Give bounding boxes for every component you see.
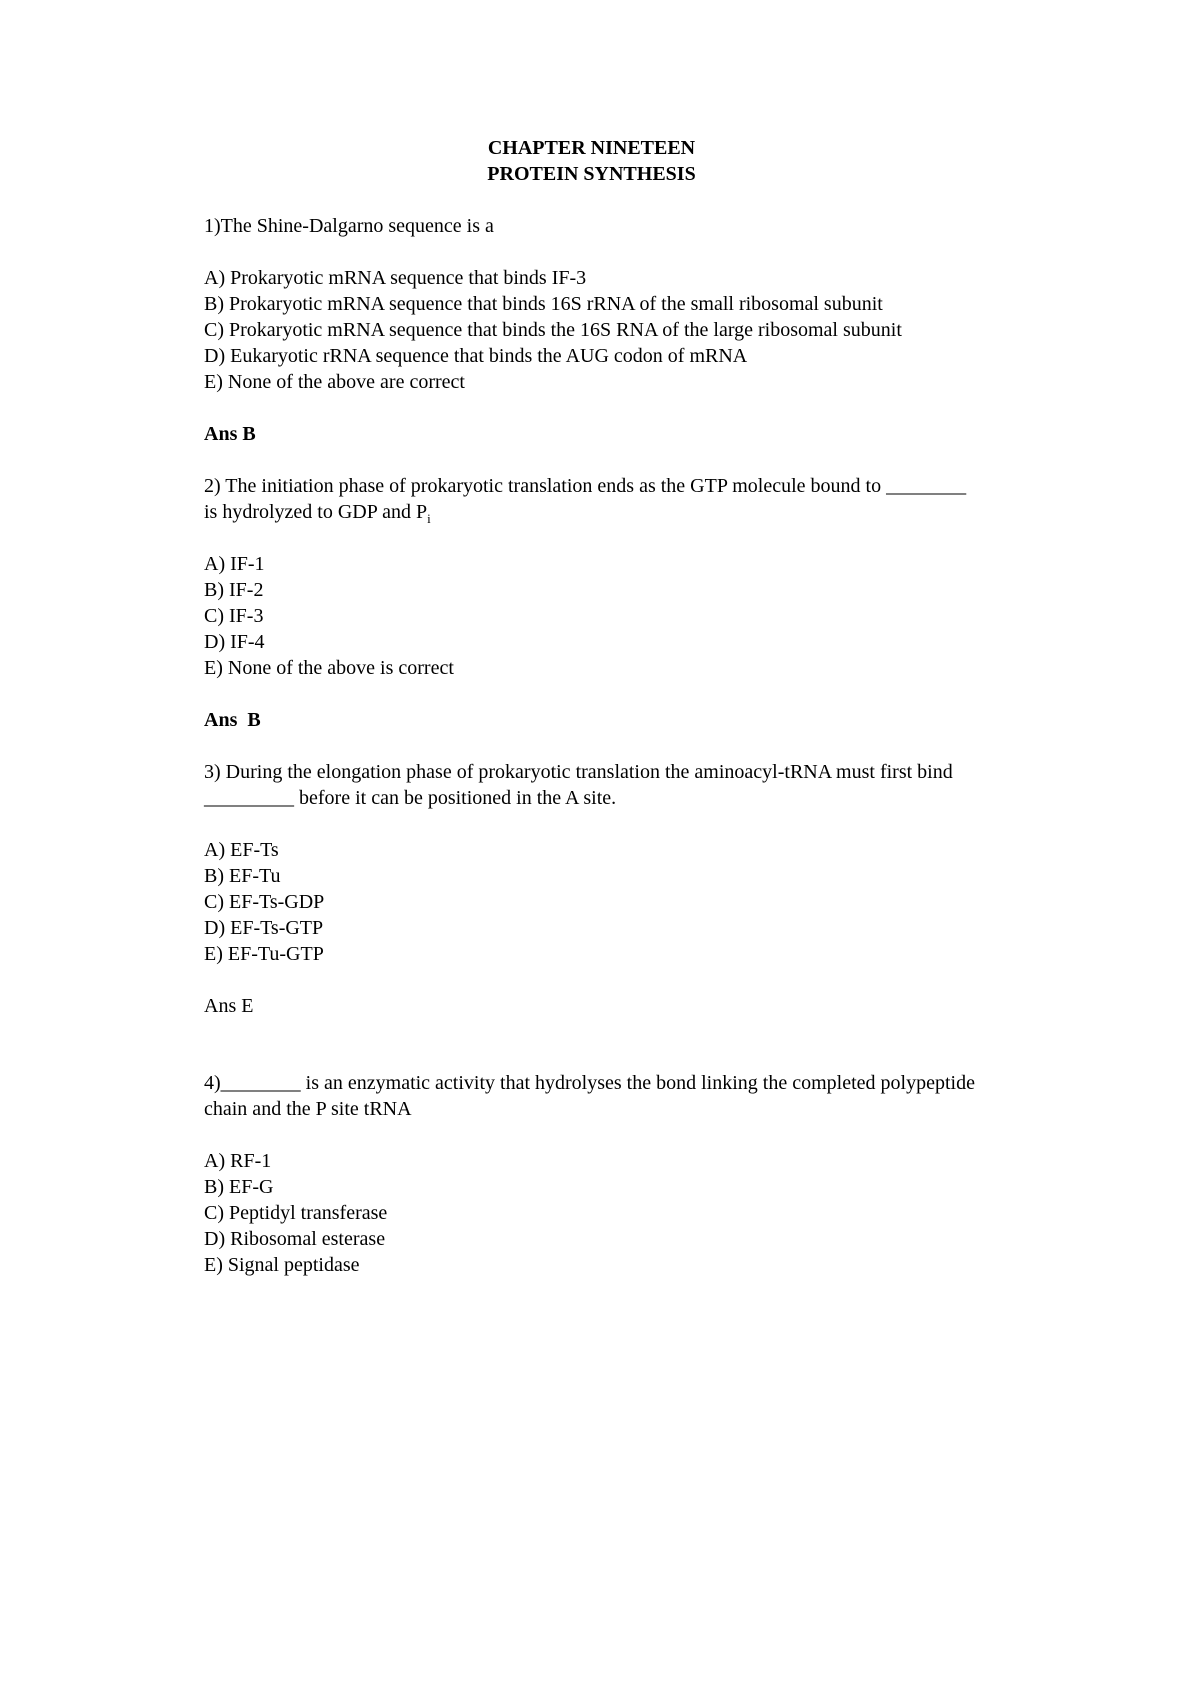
answer-option: D) Ribosomal esterase bbox=[204, 1228, 386, 1250]
question-stem: 4)________ is an enzymatic activity that hydrolyses the bond linking the completed polypeptide chain and the P site tRNA bbox=[204, 1072, 975, 1120]
answer-option: B) Prokaryotic mRNA sequence that binds 16S rRNA of the small ribosomal subunit bbox=[204, 293, 883, 315]
question-stem: 3) During the elongation phase of prokaryotic translation the aminoacyl-tRNA must first bind _________ before it can be positioned in the A site. bbox=[204, 761, 953, 809]
answer-option: E) None of the above is correct bbox=[204, 657, 454, 679]
answer-label: Ans B bbox=[204, 423, 256, 445]
answer-option: C) EF-Ts-GDP bbox=[204, 891, 325, 913]
answer-option: A) EF-Ts bbox=[204, 839, 279, 861]
answer-option: A) RF-1 bbox=[204, 1150, 272, 1172]
title-line-2: PROTEIN SYNTHESIS bbox=[487, 163, 696, 185]
answer-option: E) None of the above are correct bbox=[204, 371, 465, 393]
answer-option: C) Prokaryotic mRNA sequence that binds the 16S RNA of the large ribosomal subunit bbox=[204, 319, 902, 341]
answer-option: E) EF-Tu-GTP bbox=[204, 943, 324, 965]
question-stem: 1)The Shine-Dalgarno sequence is a bbox=[204, 215, 494, 237]
answer-option: C) Peptidyl transferase bbox=[204, 1202, 388, 1224]
answer-option: B) EF-Tu bbox=[204, 865, 281, 887]
question-2 bbox=[204, 473, 979, 733]
answer-option: D) EF-Ts-GTP bbox=[204, 917, 324, 939]
answer-option: A) IF-1 bbox=[204, 553, 265, 575]
answer-option: E) Signal peptidase bbox=[204, 1254, 360, 1276]
title-line-1: CHAPTER NINETEEN bbox=[487, 137, 696, 159]
answer-option: D) IF-4 bbox=[204, 631, 265, 653]
question-stem-text: 2) The initiation phase of prokaryotic translation ends as the GTP molecule bound to ________ is hydrolyzed to GDP and P bbox=[204, 475, 967, 523]
answer-option: C) IF-3 bbox=[204, 605, 264, 627]
answer-option: B) EF-G bbox=[204, 1176, 274, 1198]
answer-label: Ans E bbox=[204, 995, 254, 1017]
options-list bbox=[204, 837, 979, 967]
question-3 bbox=[204, 759, 979, 1019]
document-title bbox=[204, 135, 979, 187]
options-list bbox=[204, 1148, 979, 1278]
answer-option: D) Eukaryotic rRNA sequence that binds the AUG codon of mRNA bbox=[204, 345, 748, 367]
answer-option: A) Prokaryotic mRNA sequence that binds IF-3 bbox=[204, 267, 587, 289]
question-stem bbox=[204, 473, 979, 525]
options-list bbox=[204, 551, 979, 681]
question-4 bbox=[204, 1070, 979, 1278]
answer-option: B) IF-2 bbox=[204, 579, 264, 601]
options-list bbox=[204, 265, 979, 395]
subscript-i: i bbox=[427, 511, 431, 526]
question-1 bbox=[204, 213, 979, 447]
answer-label: Ans B bbox=[204, 709, 261, 731]
